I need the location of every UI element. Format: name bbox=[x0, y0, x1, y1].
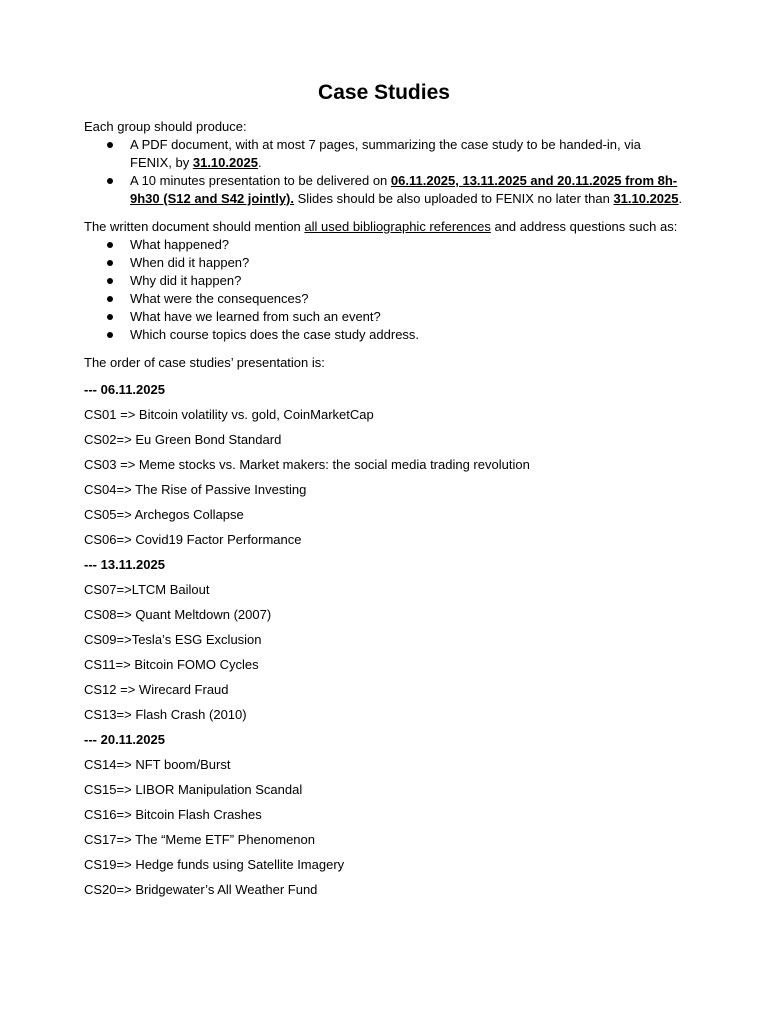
case-study-item: CS05=> Archegos Collapse bbox=[84, 507, 244, 522]
case-study-item: CS19=> Hedge funds using Satellite Imagery bbox=[84, 857, 345, 872]
question-text: Which course topics does the case study address. bbox=[130, 327, 420, 342]
question-item bbox=[84, 236, 684, 254]
written-requirements bbox=[84, 218, 684, 236]
intro-text: Each group should produce: bbox=[84, 119, 247, 134]
deliverable-presentation-end: . bbox=[678, 191, 683, 206]
case-study-item: CS13=> Flash Crash (2010) bbox=[84, 707, 247, 722]
case-study-item: CS15=> LIBOR Manipulation Scandal bbox=[84, 782, 303, 797]
deliverable-pdf bbox=[84, 136, 684, 172]
case-study-item: CS08=> Quant Meltdown (2007) bbox=[84, 607, 272, 622]
session-date: 06.11.2025 bbox=[100, 382, 165, 397]
case-study-item: CS17=> The “Meme ETF” Phenomenon bbox=[84, 832, 315, 847]
slides-deadline: 31.10.2025 bbox=[613, 191, 679, 206]
question-item bbox=[84, 272, 684, 290]
question-item bbox=[84, 254, 684, 272]
bullet-icon bbox=[107, 142, 113, 148]
question-item bbox=[84, 308, 684, 326]
case-study-item: CS03 => Meme stocks vs. Market makers: the social media trading revolution bbox=[84, 457, 530, 472]
case-study-item: CS01 => Bitcoin volatility vs. gold, CoinMarketCap bbox=[84, 407, 374, 422]
question-text: What happened? bbox=[130, 237, 230, 252]
deliverable-presentation-text: A 10 minutes presentation to be delivered on bbox=[130, 173, 391, 188]
bullet-icon bbox=[107, 178, 113, 184]
deliverable-pdf-end: . bbox=[257, 155, 262, 170]
question-text: What have we learned from such an event? bbox=[130, 309, 381, 324]
case-study-item: CS07=>LTCM Bailout bbox=[84, 582, 210, 597]
question-text: When did it happen? bbox=[130, 255, 250, 270]
bibliographic-references: all used bibliographic references bbox=[304, 219, 491, 234]
case-study-item: CS09=>Tesla’s ESG Exclusion bbox=[84, 632, 262, 647]
bullet-icon bbox=[107, 260, 113, 266]
case-study-item: CS06=> Covid19 Factor Performance bbox=[84, 532, 302, 547]
case-study-item: CS20=> Bridgewater’s All Weather Fund bbox=[84, 882, 318, 897]
bullet-icon bbox=[107, 296, 113, 302]
session-header bbox=[84, 731, 684, 749]
case-study-item: CS16=> Bitcoin Flash Crashes bbox=[84, 807, 262, 822]
case-study-item: CS11=> Bitcoin FOMO Cycles bbox=[84, 657, 259, 672]
case-study-item: CS12 => Wirecard Fraud bbox=[84, 682, 229, 697]
order-intro: The order of case studies’ presentation is: bbox=[84, 355, 325, 370]
pdf-deadline: 31.10.2025 bbox=[192, 155, 258, 170]
session-header bbox=[84, 381, 684, 399]
page-title: Case Studies bbox=[318, 81, 450, 104]
question-item bbox=[84, 290, 684, 308]
schedule bbox=[84, 381, 684, 899]
case-study-item: CS04=> The Rise of Passive Investing bbox=[84, 482, 307, 497]
question-item bbox=[84, 326, 684, 344]
deliverable-pdf-text: A PDF document, with at most 7 pages, summarizing the case study to be handed-in, via FENIX, by bbox=[130, 137, 641, 170]
written-pre: The written document should mention bbox=[84, 219, 305, 234]
deliverable-presentation-mid: Slides should be also uploaded to FENIX no later than bbox=[294, 191, 614, 206]
bullet-icon bbox=[107, 278, 113, 284]
session-date: 20.11.2025 bbox=[100, 732, 165, 747]
session-prefix: --- bbox=[84, 382, 101, 397]
written-post: and address questions such as: bbox=[490, 219, 678, 234]
question-text: What were the consequences? bbox=[130, 291, 309, 306]
case-study-item: CS02=> Eu Green Bond Standard bbox=[84, 432, 282, 447]
bullet-icon bbox=[107, 242, 113, 248]
deliverables-list bbox=[84, 136, 684, 208]
questions-list bbox=[84, 236, 684, 344]
session-prefix: --- bbox=[84, 732, 101, 747]
case-study-item: CS14=> NFT boom/Burst bbox=[84, 757, 231, 772]
session-header bbox=[84, 556, 684, 574]
session-date: 13.11.2025 bbox=[100, 557, 165, 572]
question-text: Why did it happen? bbox=[130, 273, 242, 288]
bullet-icon bbox=[107, 332, 113, 338]
bullet-icon bbox=[107, 314, 113, 320]
deliverable-presentation bbox=[84, 172, 684, 208]
presentation-dates: 06.11.2025, 13.11.2025 and 20.11.2025 from 8h-9h30 (S12 and S42 jointly). bbox=[130, 173, 678, 206]
session-prefix: --- bbox=[84, 557, 101, 572]
